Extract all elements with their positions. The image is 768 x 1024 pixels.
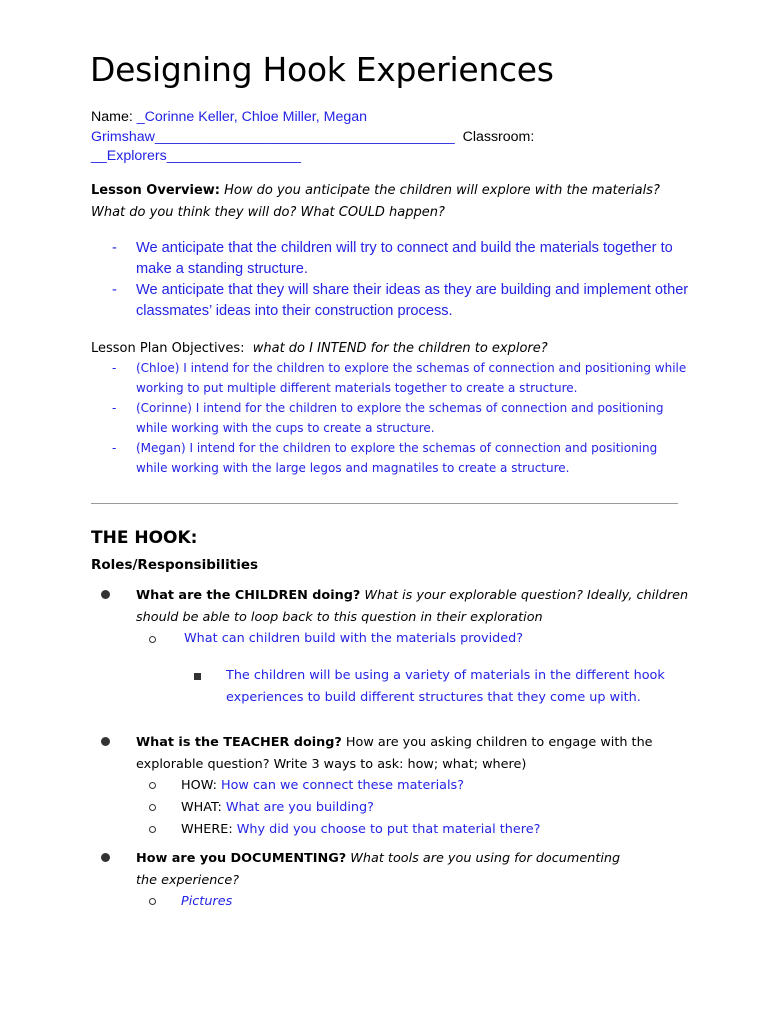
horizontal-rule: [91, 503, 678, 504]
list-item: [112, 398, 692, 438]
objectives-heading: [91, 338, 691, 360]
dash-icon: -: [112, 361, 117, 375]
roles-heading: Roles/Responsibilities: [91, 557, 259, 573]
documenting-prompt: What tools are you using for documenting the experience?: [136, 851, 621, 888]
name-label: Name:: [91, 109, 137, 125]
square-bullet-icon: [194, 673, 201, 680]
circle-bullet-icon: [149, 636, 156, 643]
children-answer: What can children build with the materials provided?: [184, 631, 524, 646]
documenting-answer: Pictures: [181, 894, 233, 909]
circle-bullet-icon: [149, 782, 156, 789]
children-prompt: What is your explorable question? Ideally, children should be able to loop back to this question in their exploration: [136, 588, 689, 625]
teacher-how: [181, 775, 464, 797]
circle-bullet-icon: [149, 804, 156, 811]
overview-answer-1: We anticipate that the children will try to connect and build the materials together to make a standing structure.: [136, 240, 673, 277]
where-label: WHERE:: [181, 822, 237, 837]
objectives-label: Lesson Plan Objectives:: [91, 341, 245, 356]
classroom-value: __Explorers_________________: [91, 148, 301, 164]
dash-icon: -: [112, 282, 117, 298]
list-item: [112, 358, 692, 398]
objective-chloe: (Chloe) I intend for the children to explore the schemas of connection and positioning while working to put multiple different materials together to create a structure.: [136, 361, 687, 395]
name-value-line1: _Corinne Keller, Chloe Miller, Megan: [136, 109, 368, 125]
hook-title: THE HOOK:: [91, 528, 198, 548]
lesson-overview-answers: [112, 238, 692, 322]
children-section: [136, 585, 696, 629]
teacher-where: [181, 819, 540, 841]
classroom-label: Classroom:: [462, 128, 535, 145]
circle-bullet-icon: [149, 898, 156, 905]
how-label: HOW:: [181, 778, 221, 793]
lesson-overview: [91, 180, 691, 224]
lesson-overview-question: How do you anticipate the children will explore with the materials? What do you think they will do? What COULD happen?: [91, 183, 660, 220]
name-block: [91, 108, 691, 167]
objectives-list: [112, 358, 692, 478]
list-item: [112, 438, 692, 478]
documenting-label: How are you DOCUMENTING?: [136, 851, 347, 866]
overview-answer-2: We anticipate that they will share their ideas as they are building and implement other classmates’ ideas into their construction process.: [136, 282, 689, 319]
bullet-dot-icon: [101, 737, 110, 746]
bullet-dot-icon: [101, 590, 110, 599]
teacher-what: [181, 797, 374, 819]
page-title: Designing Hook Experiences: [90, 50, 554, 89]
circle-bullet-icon: [149, 826, 156, 833]
teacher-label: What is the TEACHER doing?: [136, 735, 342, 750]
dash-icon: -: [112, 401, 117, 415]
teacher-prompt: How are you asking children to engage with the explorable question? Write 3 ways to ask: how; what; where): [136, 735, 653, 772]
bullet-dot-icon: [101, 853, 110, 862]
where-answer: Why did you choose to put that material there?: [236, 822, 541, 837]
dash-icon: -: [112, 441, 117, 455]
dash-icon: -: [112, 240, 117, 256]
how-answer: How can we connect these materials?: [220, 778, 464, 793]
teacher-section: [136, 732, 696, 776]
name-value-line2: Grimshaw______________________________________: [91, 128, 455, 145]
lesson-overview-label: Lesson Overview:: [91, 183, 220, 198]
objective-corinne: (Corinne) I intend for the children to explore the schemas of connection and positioning while working with the cups to create a structure.: [136, 401, 664, 435]
what-label: WHAT:: [181, 800, 226, 815]
list-item: [112, 238, 692, 280]
children-label: What are the CHILDREN doing?: [136, 588, 361, 603]
children-detail: The children will be using a variety of materials in the different hook experiences to build different structures that they come up with.: [226, 668, 665, 705]
what-answer: What are you building?: [225, 800, 374, 815]
list-item: [112, 280, 692, 322]
objectives-question: what do I INTEND for the children to explore?: [252, 341, 548, 356]
objective-megan: (Megan) I intend for the children to explore the schemas of connection and positioning while working with the large legos and magnatiles to create a structure.: [136, 441, 658, 475]
documenting-section: [136, 848, 636, 892]
